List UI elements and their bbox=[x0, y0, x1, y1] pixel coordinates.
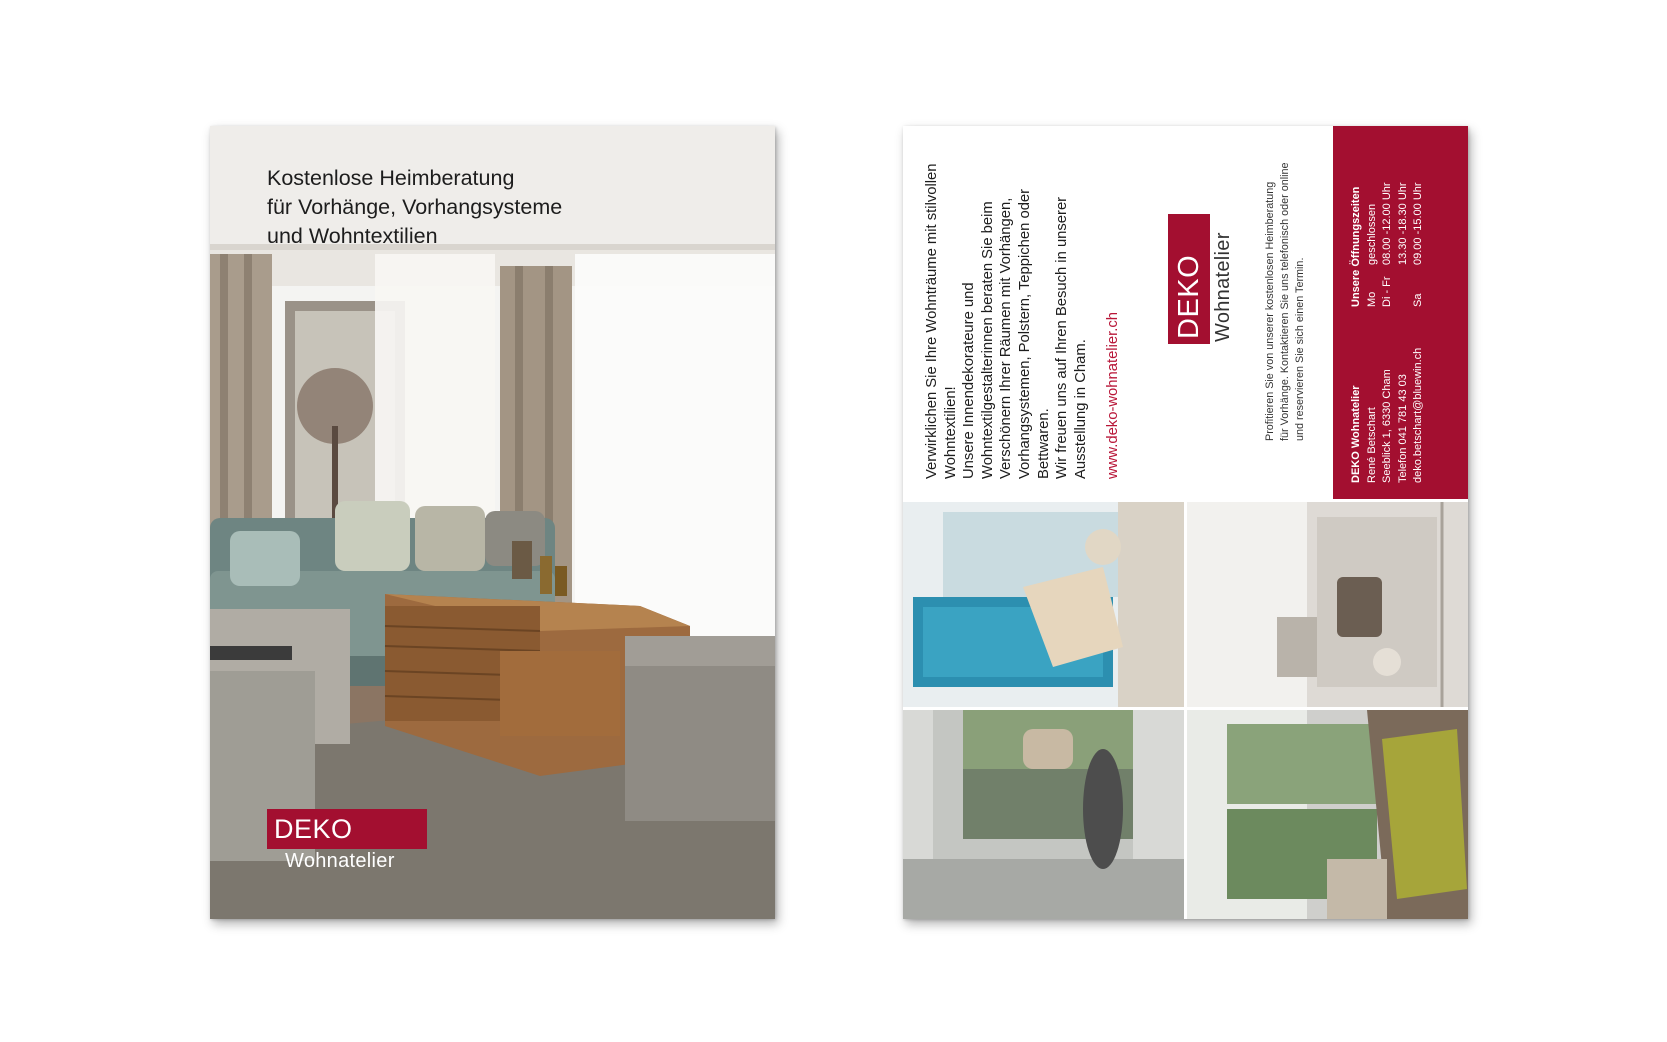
hours-row bbox=[1365, 182, 1381, 307]
interior-photo-blue-blinds bbox=[903, 502, 1184, 707]
contact-email[interactable]: deko.betschart@bluewin.ch bbox=[1412, 347, 1424, 483]
headline-line-3: und Wohntextilien bbox=[267, 224, 438, 248]
intro-paragraph-2: Unsere Innendekorateure und Wohntextilgestalterinnen beraten Sie beim Verschönern Ihrer Räumen mit Vorhängen, Vorhangsystemen, Polstern, Teppichen oder Bettwaren. bbox=[961, 188, 1052, 479]
hours-time: 09.00 -15.00 Uhr bbox=[1412, 182, 1424, 265]
contact-info bbox=[1349, 348, 1427, 483]
back-logo bbox=[1168, 214, 1235, 344]
logo-sub: Wohnatelier bbox=[285, 850, 395, 872]
intro-text bbox=[923, 139, 1123, 479]
logo-sub: Wohnatelier bbox=[1212, 232, 1234, 342]
invite-text bbox=[1263, 131, 1308, 441]
hours-row bbox=[1380, 182, 1396, 307]
flyer-back bbox=[903, 126, 1468, 919]
intro-paragraph-3: Wir freuen uns auf Ihren Besuch in unserer Ausstellung in Cham. bbox=[1054, 196, 1089, 479]
hours-day bbox=[1396, 265, 1412, 307]
invite-line-1: Profitieren Sie von unserer kostenlosen Heimberatung bbox=[1264, 181, 1276, 441]
hours-title: Unsere Öffnungszeiten bbox=[1350, 186, 1362, 307]
intro-paragraph-1: Verwirklichen Sie Ihre Wohnträume mit stilvollen Wohntextilien! bbox=[924, 163, 959, 479]
hours-time: 13.30 -18.30 Uhr bbox=[1396, 182, 1409, 265]
flyer-front bbox=[210, 126, 775, 919]
company-name: DEKO Wohnatelier bbox=[1350, 385, 1362, 483]
logo-main: DEKO bbox=[1168, 214, 1210, 344]
contact-band bbox=[1333, 126, 1468, 499]
front-logo bbox=[267, 809, 427, 873]
interior-photo-modern-lounge bbox=[903, 710, 1184, 919]
invite-line-3: und reservieren Sie sich einen Termin. bbox=[1294, 257, 1306, 441]
hours-day: Di - Fr bbox=[1381, 276, 1393, 307]
headline-line-1: Kostenlose Heimberatung bbox=[267, 166, 515, 190]
hours-time: 08.00 -12.00 Uhr bbox=[1381, 182, 1393, 265]
invite-line-2: für Vorhänge. Kontaktieren Sie uns telefonisch oder online bbox=[1279, 162, 1291, 441]
hours-row bbox=[1411, 182, 1427, 307]
contact-address: Seeblick 1, 6330 Cham bbox=[1381, 369, 1393, 483]
back-rotated-content bbox=[903, 126, 1468, 919]
interior-photo-rug-room bbox=[1187, 710, 1468, 919]
contact-phone[interactable]: Telefon 041 781 43 03 bbox=[1396, 374, 1409, 483]
hours-row bbox=[1396, 182, 1412, 307]
website-link[interactable]: www.deko-wohnatelier.ch bbox=[1105, 312, 1122, 479]
contact-person: René Betschart bbox=[1365, 407, 1378, 483]
interior-photo-lounge bbox=[1187, 502, 1468, 707]
headline-line-2: für Vorhänge, Vorhangsysteme bbox=[267, 195, 563, 219]
hours-day: Sa bbox=[1412, 293, 1424, 307]
logo-main: DEKO bbox=[267, 809, 427, 849]
hours-time: geschlossen bbox=[1365, 203, 1378, 265]
opening-hours bbox=[1349, 182, 1427, 307]
front-headline bbox=[267, 164, 562, 251]
hours-day: Mo bbox=[1365, 291, 1378, 307]
